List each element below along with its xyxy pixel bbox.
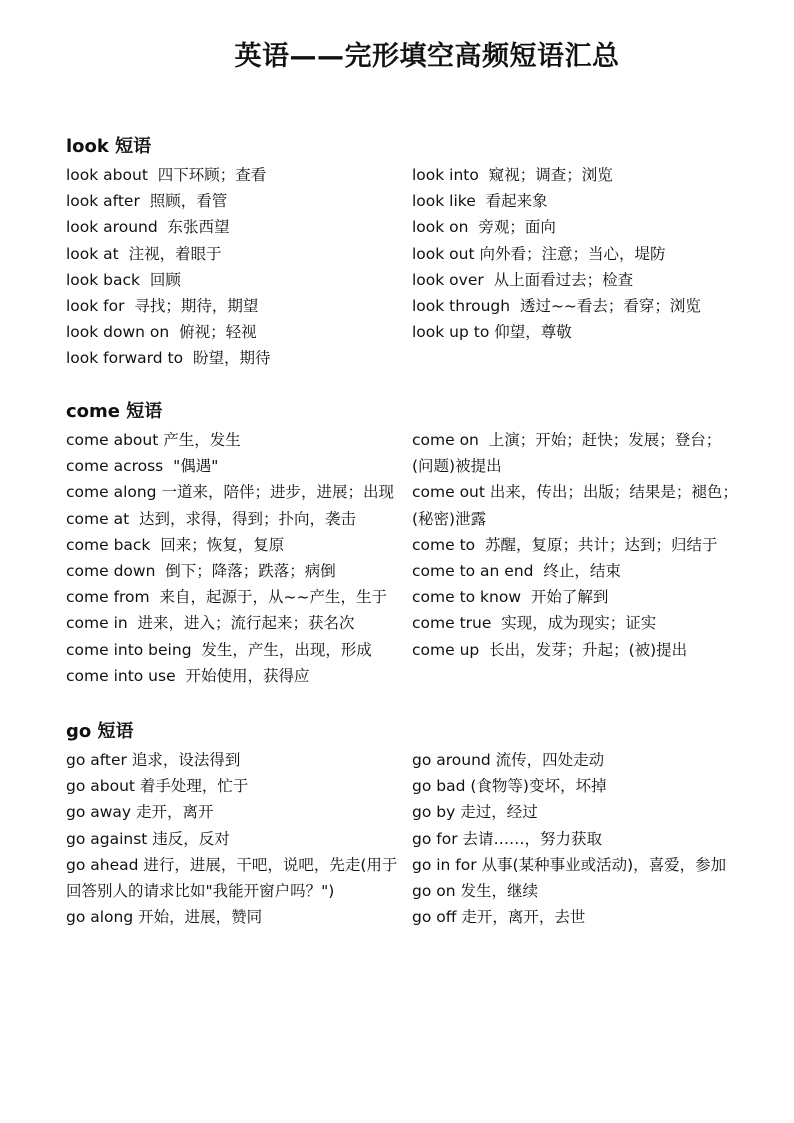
phrase-meaning: 着手处理，忙于 — [134, 777, 249, 796]
phrase-meaning: 终止，结束 — [533, 562, 621, 581]
phrase-meaning: 长出，发芽；升起；(被)提出 — [479, 640, 688, 659]
phrase-meaning: 上演；开始；赶快；发展；登台；(问题)被提出 — [412, 431, 722, 476]
phrase-text: go bad — [412, 777, 466, 796]
phrase-entry — [412, 878, 742, 904]
phrase-meaning: 俯视；轻视 — [169, 323, 257, 342]
phrase-entry — [66, 479, 412, 505]
phrase-meaning: (食物等)变坏，坏掉 — [465, 777, 607, 796]
phrase-entry — [412, 214, 742, 240]
phrase-meaning: 向外看；注意；当心，堤防 — [474, 244, 666, 263]
phrase-meaning: 窥视；调查；浏览 — [478, 166, 613, 184]
phrase-text: go ahead — [66, 855, 139, 874]
phrase-text: go away — [66, 803, 132, 822]
phrase-meaning: 来自，起源于，从~~产生，生于 — [149, 588, 387, 607]
phrase-entry — [66, 267, 412, 293]
phrase-text: come about — [66, 431, 159, 449]
phrase-meaning: 苏醒，复原；共计；达到；归结于 — [475, 535, 718, 554]
phrase-text: look forward to — [66, 349, 184, 368]
phrase-meaning: 达到，求得，得到；扑向，袭击 — [129, 509, 357, 528]
phrase-meaning: 进行，进展，干吧，说吧，先走(用于回答别人的请求比如"我能开窗户吗？") — [66, 855, 398, 901]
phrase-entry — [66, 319, 412, 345]
phrase-text: come to know — [412, 588, 522, 607]
phrase-meaning: 开始了解到 — [521, 588, 609, 607]
phrase-text: come on — [412, 431, 479, 449]
phrase-text: come out — [412, 483, 485, 502]
phrase-column-right — [412, 747, 742, 930]
phrase-entry — [66, 663, 412, 689]
phrase-entry — [412, 162, 742, 188]
phrase-text: come into use — [66, 666, 176, 685]
phrase-meaning: 倒下；降落；跌落；病倒 — [155, 562, 336, 581]
phrase-text: go off — [412, 908, 457, 927]
phrase-meaning: 回顾 — [140, 270, 181, 289]
phrase-meaning: 透过~~看去；看穿；浏览 — [510, 297, 701, 316]
phrase-meaning: 开始使用，获得应 — [175, 666, 310, 685]
section-come — [66, 397, 746, 689]
phrase-meaning: 东张西望 — [157, 218, 230, 237]
phrase-text: go on — [412, 882, 456, 901]
phrase-meaning: 发生，产生，出现，形成 — [191, 640, 372, 659]
phrase-columns — [66, 427, 746, 689]
phrase-column-left — [66, 747, 412, 930]
phrase-entry — [66, 214, 412, 240]
phrase-text: come up — [412, 640, 480, 659]
phrase-text: look into — [412, 166, 479, 184]
phrase-entry — [412, 773, 742, 799]
phrase-text: come across — [66, 457, 164, 476]
phrase-text: look at — [66, 244, 119, 263]
phrase-entry — [66, 610, 412, 636]
phrase-entry — [66, 747, 412, 773]
phrase-entry — [66, 558, 412, 584]
phrase-text: come to — [412, 535, 476, 554]
phrase-entry — [412, 188, 742, 214]
phrase-entry — [412, 558, 742, 584]
phrase-text: look after — [66, 192, 140, 211]
phrase-meaning: 旁观；面向 — [468, 218, 556, 237]
phrase-text: look for — [66, 297, 125, 316]
phrase-meaning: 追求，设法得到 — [126, 751, 241, 769]
phrase-meaning: 出来，传出；出版；结果是；褪色；(秘密)泄露 — [412, 483, 738, 528]
phrase-entry — [66, 345, 412, 371]
phrase-entry — [412, 319, 742, 345]
phrase-meaning: 去请……，努力获取 — [457, 829, 602, 848]
phrase-entry — [412, 904, 742, 930]
phrase-meaning: 注视，着眼于 — [118, 244, 222, 263]
phrase-text: look on — [412, 218, 469, 237]
phrase-meaning: 流传，四处走动 — [490, 751, 605, 769]
phrase-text: look out — [412, 244, 475, 263]
phrase-entry — [66, 852, 412, 904]
phrase-columns — [66, 162, 746, 372]
phrase-meaning: 走开，离开，去世 — [456, 908, 586, 927]
phrase-text: go in for — [412, 855, 477, 874]
phrase-columns — [66, 747, 746, 930]
phrase-column-right — [412, 162, 742, 372]
phrase-entry — [66, 188, 412, 214]
phrase-meaning: 一道来，陪伴；进步，进展；出现 — [156, 483, 394, 502]
phrase-entry — [66, 453, 412, 479]
phrase-meaning: "偶遇" — [163, 457, 219, 476]
phrase-text: look like — [412, 192, 476, 211]
phrase-entry — [412, 799, 742, 825]
phrase-text: look around — [66, 218, 158, 237]
phrase-entry — [66, 904, 412, 930]
phrase-entry — [412, 479, 742, 531]
phrase-meaning: 违反，反对 — [147, 829, 230, 848]
phrase-meaning: 开始，进展，赞同 — [133, 908, 263, 927]
phrase-entry — [412, 241, 742, 267]
phrase-meaning: 回来；恢复，复原 — [150, 535, 285, 554]
phrase-text: come from — [66, 588, 150, 607]
phrase-text: go about — [66, 777, 135, 796]
phrase-text: come into being — [66, 640, 192, 659]
phrase-entry — [412, 747, 742, 773]
phrase-meaning: 走过，经过 — [455, 803, 538, 822]
phrase-meaning: 看起来象 — [475, 192, 548, 211]
phrase-text: go against — [66, 829, 148, 848]
phrase-text: look back — [66, 270, 141, 289]
phrase-entry — [66, 826, 412, 852]
phrase-text: go for — [412, 829, 458, 848]
phrase-entry — [412, 267, 742, 293]
section-go — [66, 717, 746, 930]
phrase-entry — [412, 637, 742, 663]
phrase-entry — [66, 637, 412, 663]
section-heading: come 短语 — [66, 401, 163, 422]
phrase-meaning: 寻找；期待，期望 — [124, 297, 259, 316]
phrase-entry — [412, 427, 742, 479]
phrase-meaning: 仰望，尊敬 — [489, 323, 572, 342]
phrase-text: come back — [66, 535, 151, 554]
phrase-text: come along — [66, 483, 157, 502]
phrase-meaning: 实现，成为现实；证实 — [491, 614, 657, 633]
phrase-column-left — [66, 162, 412, 372]
phrase-meaning: 照顾，看管 — [139, 192, 228, 211]
phrase-entry — [66, 506, 412, 532]
phrase-meaning: 四下环顾；查看 — [147, 166, 267, 184]
phrase-entry — [66, 241, 412, 267]
phrase-entry — [66, 773, 412, 799]
phrase-text: come at — [66, 509, 130, 528]
phrase-entry — [412, 610, 742, 636]
phrase-meaning: 从事(某种事业或活动)，喜爱，参加 — [476, 855, 727, 874]
phrase-column-right — [412, 427, 742, 689]
phrase-entry — [412, 826, 742, 852]
phrase-text: look up to — [412, 323, 490, 342]
page-title: 英语——完形填空高频短语汇总 — [234, 41, 620, 72]
phrase-entry — [412, 293, 742, 319]
phrase-meaning: 从上面看过去；检查 — [483, 270, 634, 289]
phrase-meaning: 发生，继续 — [455, 882, 538, 901]
section-look — [66, 132, 746, 372]
phrase-meaning: 产生，发生 — [158, 431, 241, 449]
phrase-entry — [412, 532, 742, 558]
phrase-entry — [66, 532, 412, 558]
section-heading: go 短语 — [66, 721, 134, 742]
phrase-text: come down — [66, 562, 156, 581]
phrase-entry — [66, 162, 412, 188]
section-heading: look 短语 — [66, 136, 152, 157]
phrase-entry — [66, 799, 412, 825]
phrase-entry — [412, 852, 742, 878]
phrase-text: look over — [412, 270, 484, 289]
phrase-entry — [66, 293, 412, 319]
phrase-text: look through — [412, 297, 511, 316]
phrase-entry — [66, 427, 412, 453]
phrase-column-left — [66, 427, 412, 689]
phrase-meaning: 走开，离开 — [131, 803, 214, 822]
phrase-meaning: 盼望，期待 — [183, 349, 271, 368]
phrase-text: come true — [412, 614, 492, 633]
phrase-text: go around — [412, 751, 491, 769]
phrase-text: go along — [66, 908, 134, 927]
phrase-text: go after — [66, 751, 127, 769]
phrase-text: look about — [66, 166, 148, 184]
phrase-entry — [66, 584, 412, 610]
phrase-text: come in — [66, 614, 128, 633]
phrase-entry — [412, 584, 742, 610]
phrase-text: come to an end — [412, 562, 534, 581]
phrase-text: look down on — [66, 323, 170, 342]
phrase-text: go by — [412, 803, 456, 822]
phrase-meaning: 进来，进入；流行起来；获名次 — [127, 614, 355, 633]
